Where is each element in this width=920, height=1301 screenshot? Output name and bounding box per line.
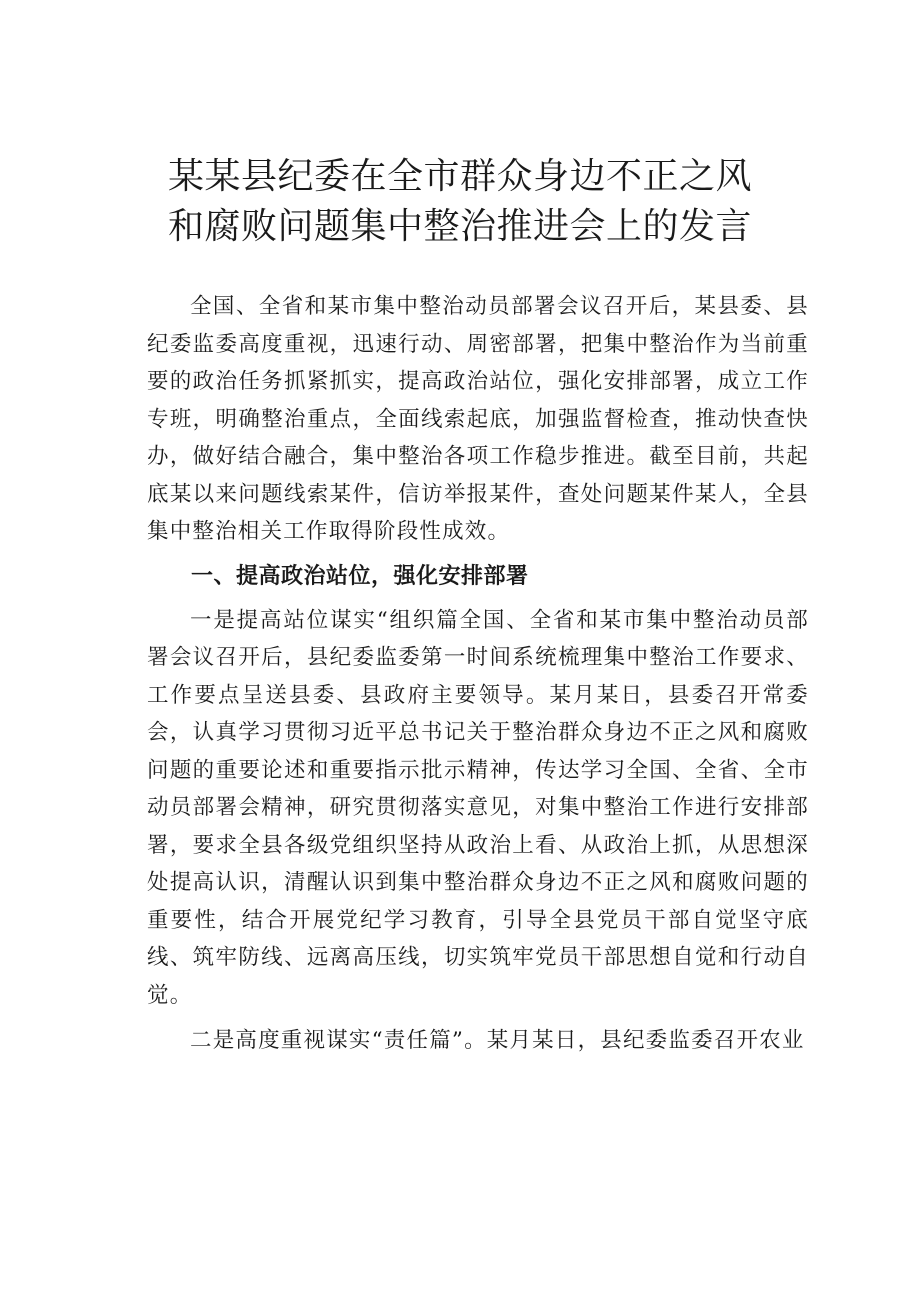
- section-heading: 一、提高政治站位，强化安排部署: [191, 563, 529, 589]
- title-line-1: 某某县纪委在全市群众身边不正之风: [167, 156, 752, 197]
- document-title: [110, 152, 810, 252]
- title-line-2: 和腐败问题集中整治推进会上的发言: [167, 206, 752, 247]
- document-body: [147, 288, 809, 1060]
- section-paragraph-2: 二是高度重视谋实“责任篇”。某月某日，县纪委监委召开农业: [190, 1028, 805, 1053]
- intro-paragraph: 全国、全省和某市集中整治动员部署会议召开后，某县委、县纪委监委高度重视，迅速行动、周密部署，把集中整治作为当前重要的政治任务抓紧抓实，提高政治站位，强化安排部署，成立工作专班，明确整治重点，全面线索起底，加强监督检查，推动快查快办，做好结合融合，集中整治各项工作稳步推进。截至目前，共起底某以来问题线索某件，信访举报某件，查处问题某件某人，全县集中整治相关工作取得阶段性成效。: [147, 294, 809, 544]
- section-paragraph-1: 一是提高站位谋实“组织篇全国、全省和某市集中整治动员部署会议召开后，县纪委监委第一时间系统梳理集中整治工作要求、工作要点呈送县委、县政府主要领导。某月某日，县委召开常委会，认真学习贯彻习近平总书记关于整治群众身边不正之风和腐败问题的重要论述和重要指示批示精神，传达学习全国、全省、全市动员部署会精神，研究贯彻落实意见，对集中整治工作进行安排部署，要求全县各级党组织坚持从政治上看、从政治上抓，从思想深处提高认识，清醒认识到集中整治群众身边不正之风和腐败问题的重要性，结合开展党纪学习教育，引导全县党员干部自觉坚守底线、筑牢防线、远离高压线，切实筑牢党员干部思想自觉和行动自觉。: [147, 607, 809, 1008]
